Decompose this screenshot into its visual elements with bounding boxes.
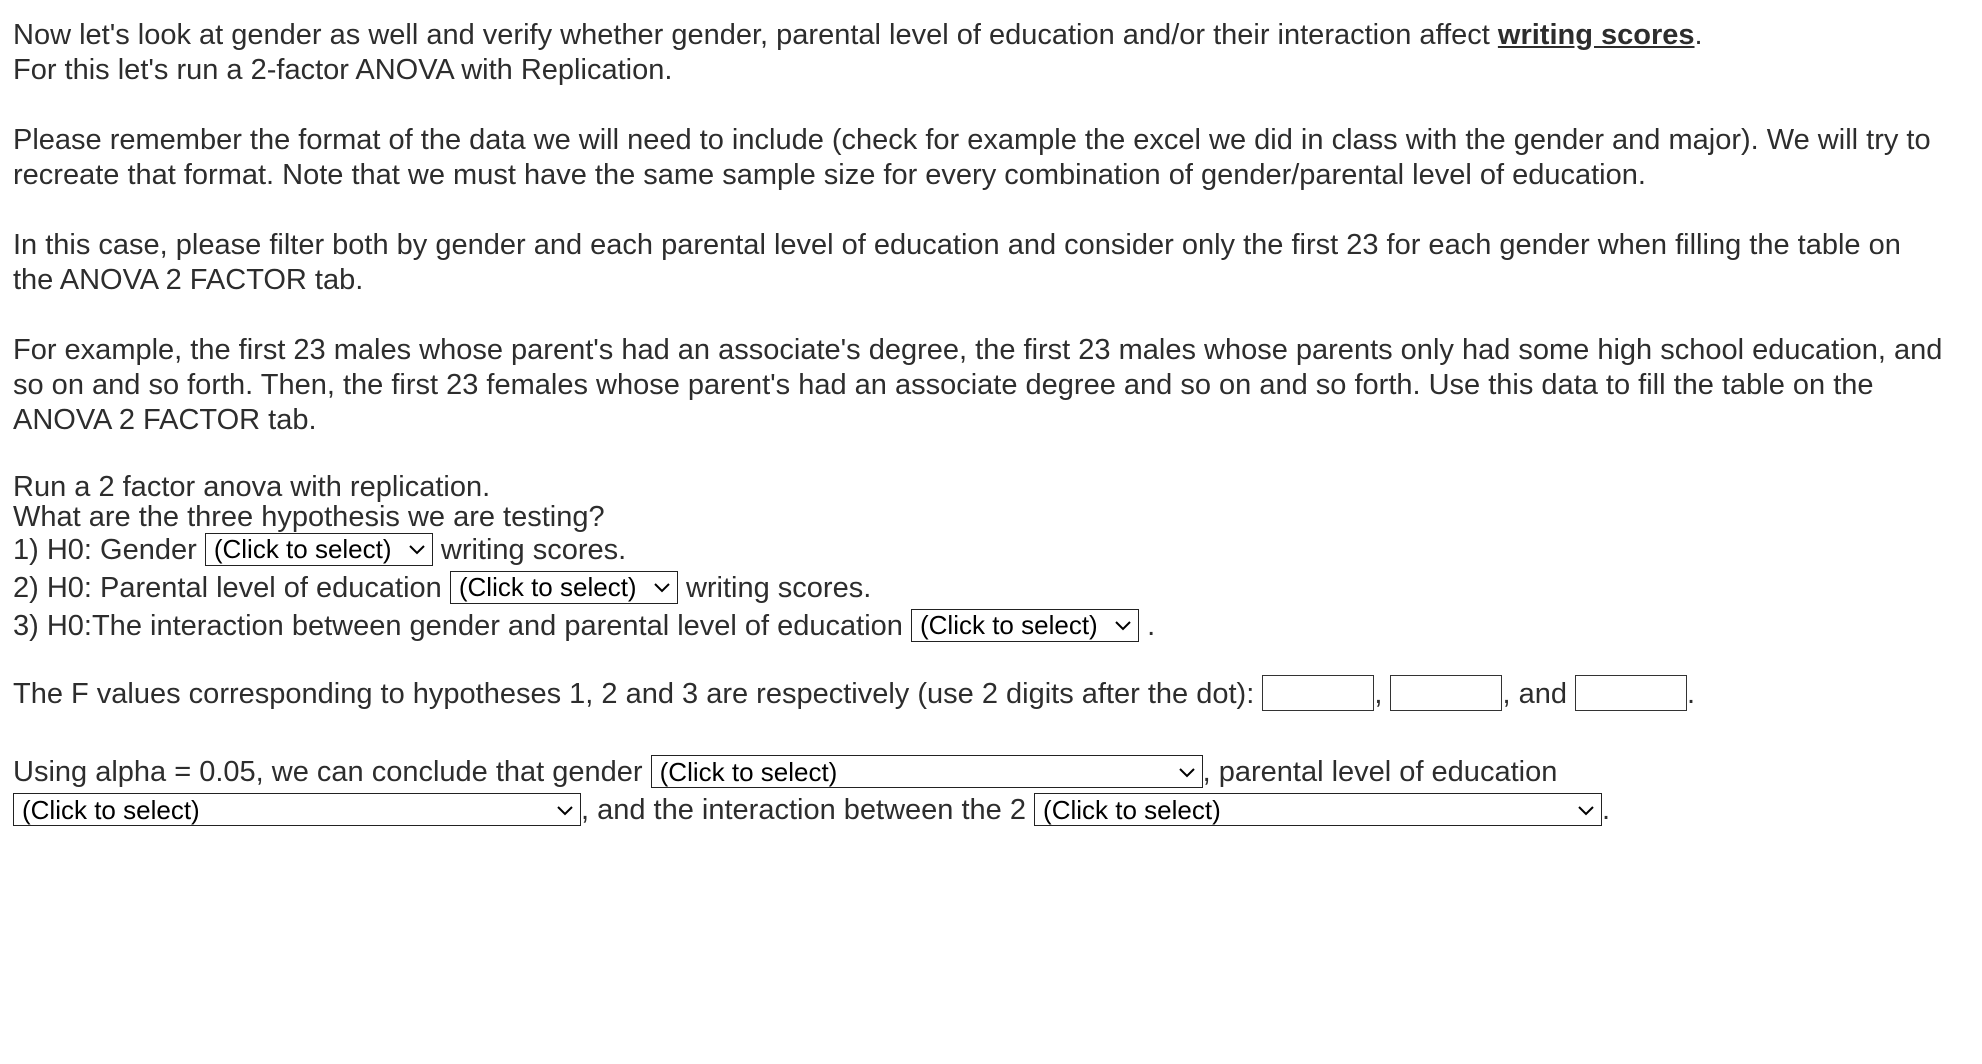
- hypothesis-1-dropdown[interactable]: [205, 533, 433, 566]
- hypothesis-2-row: [13, 569, 1943, 607]
- chevron-down-icon: [653, 580, 671, 594]
- f-values-separator-1: ,: [1374, 678, 1383, 710]
- conclusion-text: Using alpha = 0.05, we can conclude that gender: [13, 756, 643, 789]
- chevron-down-icon: [556, 803, 574, 817]
- hypothesis-3-row: [13, 607, 1943, 645]
- hypothesis-2-dropdown-value: (Click to select): [458, 572, 637, 603]
- chevron-down-icon: [1577, 803, 1595, 817]
- conclusion-block: [13, 753, 1943, 829]
- intro-line-2: For this let's run a 2-factor ANOVA with Replication.: [13, 54, 673, 86]
- conclusion-mid-1: , parental level of education: [1202, 756, 1558, 789]
- example-note: For example, the first 23 males whose parent's had an associate's degree, the first 23 males whose parents only had some high school education, and so on and so forth. Then, the first 23 females whose parent's had an associate degree and so on and so forth. Use this data to fill the table on the ANOVA 2 FACTOR tab.: [13, 334, 1943, 436]
- hypothesis-1-label: 1) H0: Gender: [13, 534, 197, 566]
- hypothesis-3-dropdown-value: (Click to select): [920, 610, 1098, 641]
- f-values-separator-2: , and: [1502, 678, 1567, 710]
- hypothesis-3-label: 3) H0:The interaction between gender and parental level of education: [13, 610, 903, 642]
- conclusion-mid-2: , and the interaction between the 2: [581, 794, 1026, 827]
- hypothesis-2-dropdown[interactable]: [450, 571, 678, 604]
- conclusion-end: .: [1602, 794, 1611, 827]
- writing-scores-emphasis: writing scores: [1497, 19, 1695, 51]
- gender-conclusion-dropdown[interactable]: [651, 755, 1203, 788]
- hypothesis-1-suffix: writing scores.: [440, 534, 627, 566]
- hypothesis-3-dropdown[interactable]: [911, 609, 1139, 642]
- f-values-row: [13, 675, 1943, 713]
- conclusion-row-1: [13, 753, 1943, 791]
- education-conclusion-dropdown-value: (Click to select): [22, 794, 200, 825]
- chevron-down-icon: [408, 542, 426, 556]
- f-value-3-input[interactable]: [1575, 675, 1687, 711]
- chevron-down-icon: [1178, 765, 1196, 779]
- chevron-down-icon: [1114, 618, 1132, 632]
- run-instruction: Run a 2 factor anova with replication.: [13, 471, 491, 503]
- education-conclusion-dropdown[interactable]: [13, 793, 581, 826]
- f-value-2-input[interactable]: [1390, 675, 1502, 711]
- hypotheses-question: What are the three hypothesis we are testing?: [13, 501, 605, 533]
- interaction-conclusion-dropdown[interactable]: [1034, 793, 1602, 826]
- hypothesis-2-label: 2) H0: Parental level of education: [13, 572, 442, 604]
- f-values-end: .: [1687, 678, 1696, 710]
- hypotheses-block: [13, 473, 1943, 645]
- hypothesis-1-dropdown-value: (Click to select): [213, 534, 392, 565]
- interaction-conclusion-dropdown-value: (Click to select): [1043, 794, 1221, 825]
- conclusion-row-2: [13, 791, 1943, 829]
- format-note: Please remember the format of the data we will need to include (check for example the excel we did in class with the gender and major). We will try to recreate that format. Note that we must have the same sample size for every combination of gender/parental level of education.: [13, 124, 1931, 191]
- hypothesis-2-suffix: writing scores.: [685, 572, 872, 604]
- f-values-text: The F values corresponding to hypotheses 1, 2 and 3 are respectively (use 2 digits after the dot):: [13, 678, 1255, 710]
- hypothesis-3-suffix: .: [1147, 610, 1156, 642]
- f-value-1-input[interactable]: [1262, 675, 1374, 711]
- hypothesis-1-row: [13, 531, 1943, 569]
- gender-conclusion-dropdown-value: (Click to select): [659, 756, 838, 787]
- filter-note: In this case, please filter both by gender and each parental level of education and consider only the first 23 for each gender when filling the table on the ANOVA 2 FACTOR tab.: [13, 229, 1901, 296]
- intro-paragraph: [13, 18, 1943, 88]
- intro-period: .: [1694, 19, 1703, 51]
- intro-text: Now let's look at gender as well and verify whether gender, parental level of education and/or their interaction affect: [13, 19, 1498, 51]
